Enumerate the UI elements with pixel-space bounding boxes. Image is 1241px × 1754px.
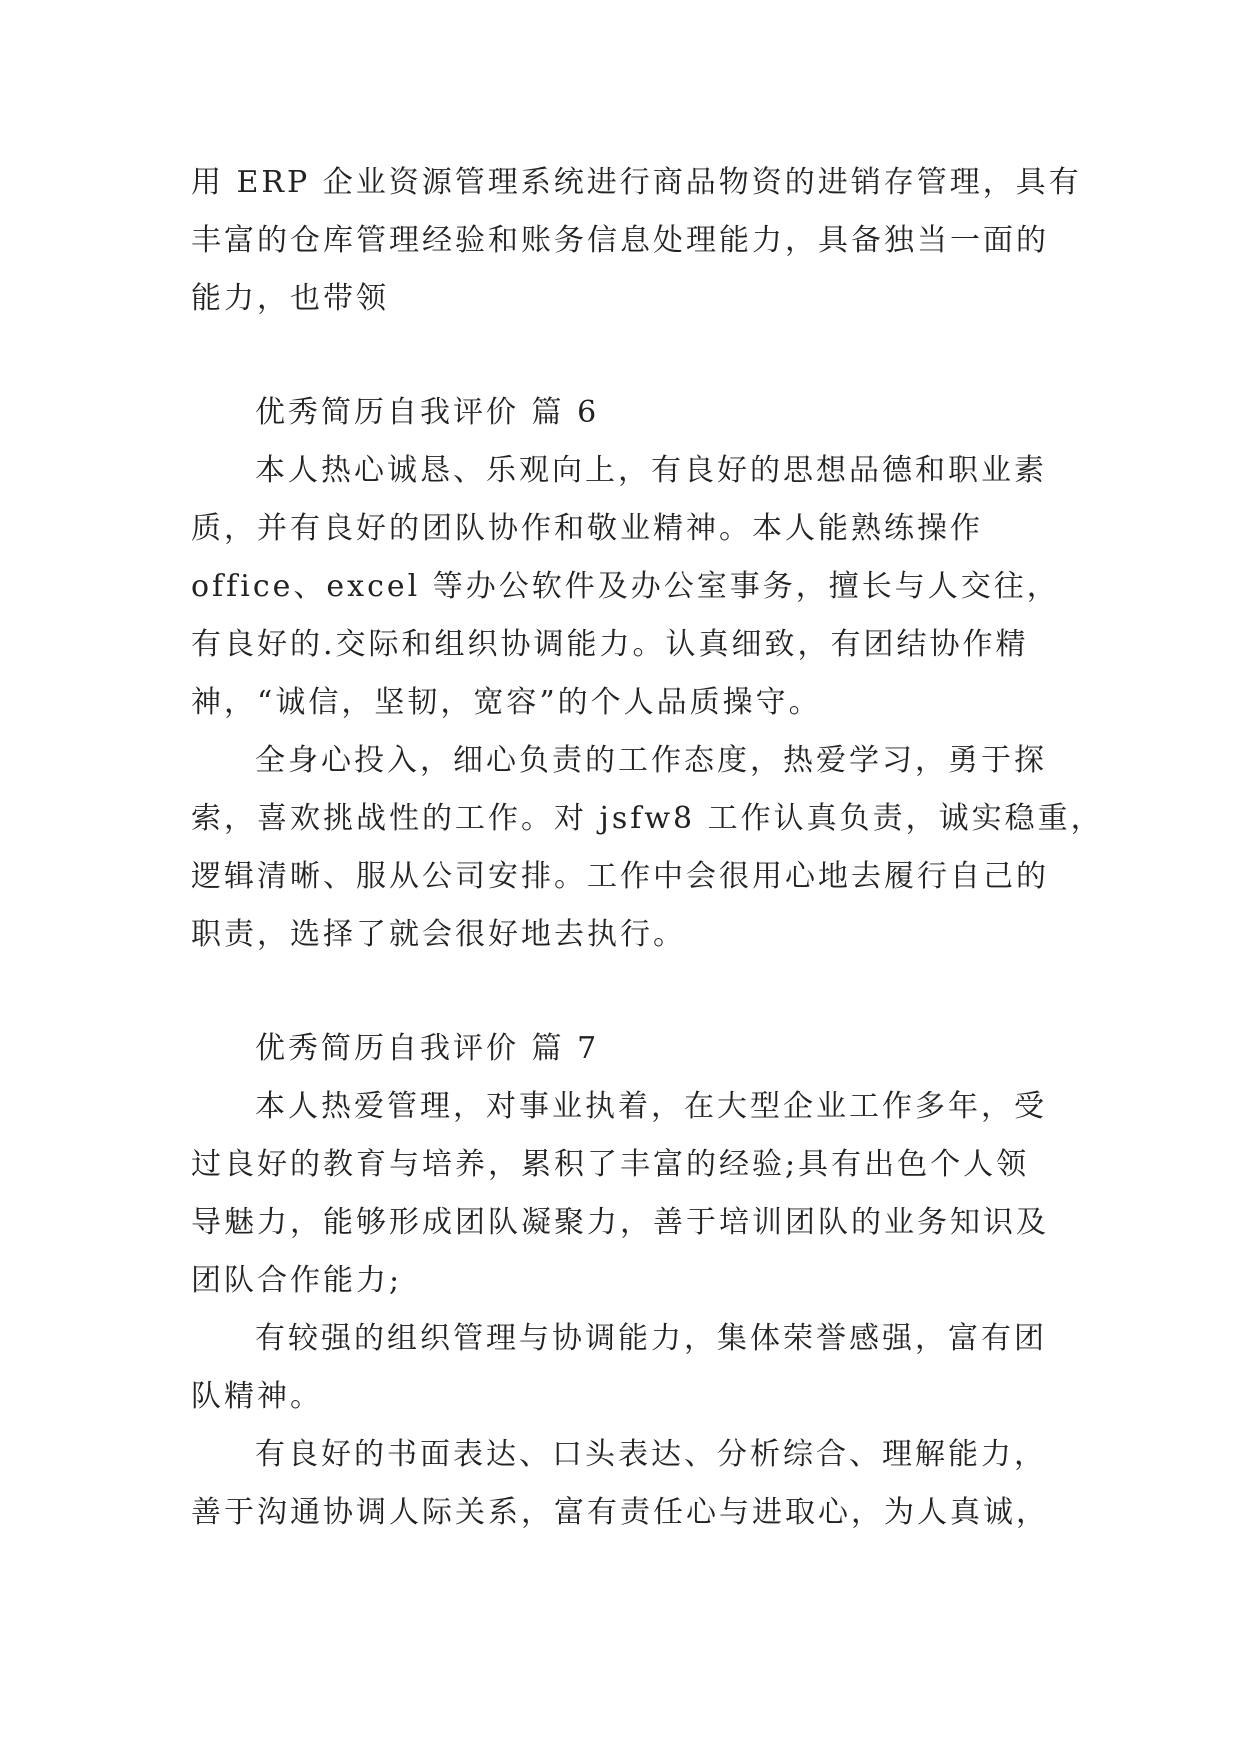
paragraph — [191, 442, 1060, 732]
section-heading: 优秀简历自我评价 篇 7 — [255, 1031, 600, 1066]
section-heading: 优秀简历自我评价 篇 6 — [255, 395, 600, 430]
text-line: 全身心投入，细心负责的工作态度，热爱学习，勇于探 — [255, 743, 1047, 778]
text-line: 队精神。 — [191, 1379, 323, 1414]
text-line: office、excel 等办公软件及办公室事务，擅长与人交往， — [191, 569, 1060, 604]
text-line: 过良好的教育与培养，累积了丰富的经验;具有出色个人领 — [191, 1147, 1030, 1182]
text-line: 丰富的仓库管理经验和账务信息处理能力，具备独当一面的 — [191, 223, 1049, 258]
document-body — [191, 154, 1104, 1542]
paragraph — [191, 1426, 1051, 1542]
paragraph — [191, 1310, 1051, 1426]
section-spacer — [191, 964, 1051, 1020]
text-line: 神，“诚信，坚韧，宽容”的个人品质操守。 — [191, 685, 822, 720]
paragraph-continuation — [191, 154, 1082, 328]
text-line: 本人热心诚恳、乐观向上，有良好的思想品德和职业素 — [255, 453, 1047, 488]
section-spacer — [191, 328, 1051, 384]
paragraph — [191, 732, 1104, 964]
paragraph — [191, 1078, 1051, 1310]
text-line: 职责，选择了就会很好地去执行。 — [191, 917, 686, 952]
text-line: 有良好的书面表达、口头表达、分析综合、理解能力， — [255, 1437, 1047, 1472]
text-line: 有较强的组织管理与协调能力，集体荣誉感强，富有团 — [255, 1321, 1047, 1356]
text-line: 逻辑清晰、服从公司安排。工作中会很用心地去履行自己的 — [191, 859, 1049, 894]
text-line: 有良好的.交际和组织协调能力。认真细致，有团结协作精 — [191, 627, 1029, 662]
text-line: 质，并有良好的团队协作和敬业精神。本人能熟练操作 — [191, 511, 983, 546]
text-line: 本人热爱管理，对事业执着，在大型企业工作多年，受 — [255, 1089, 1047, 1124]
section-6 — [191, 384, 1104, 964]
text-line: 索，喜欢挑战性的工作。对 jsfw8 工作认真负责，诚实稳重， — [191, 801, 1104, 836]
text-line: 团队合作能力; — [191, 1263, 403, 1298]
text-line: 善于沟通协调人际关系，富有责任心与进取心，为人真诚， — [191, 1495, 1049, 1530]
text-line: 用 ERP 企业资源管理系统进行商品物资的进销存管理，具有 — [191, 165, 1082, 200]
text-line: 能力，也带领 — [191, 281, 389, 316]
section-7 — [191, 1020, 1051, 1542]
text-line: 导魅力，能够形成团队凝聚力，善于培训团队的业务知识及 — [191, 1205, 1049, 1240]
